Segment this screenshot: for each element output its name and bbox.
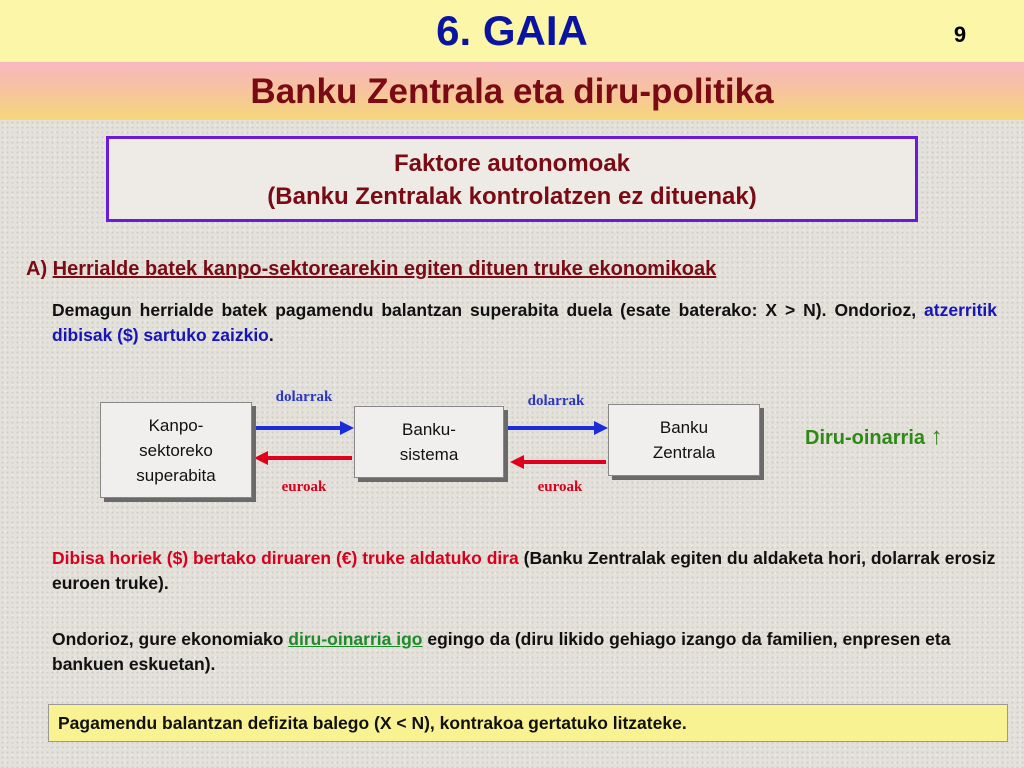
box-banking-line-1: Banku- bbox=[402, 420, 456, 439]
slide-number: 9 bbox=[953, 22, 967, 47]
monetary-base-result bbox=[805, 424, 943, 451]
paragraph-surplus-end: . bbox=[268, 325, 274, 345]
central-bank-box bbox=[608, 404, 760, 476]
paragraph-exchange bbox=[52, 546, 997, 596]
factor-box-title: Faktore autonomoak bbox=[393, 150, 631, 177]
factor-box-subtitle: (Banku Zentralak kontrolatzen ez dituenak) bbox=[267, 183, 757, 210]
page-title: 6. GAIA bbox=[436, 7, 588, 54]
box-central-line-2: Zentrala bbox=[652, 443, 716, 462]
paragraph-consequence-text: Ondorioz, gure ekonomiako bbox=[52, 629, 289, 649]
monetary-base-label: Diru-oinarria bbox=[805, 427, 926, 449]
box-central-line-1: Banku bbox=[659, 418, 709, 437]
dollar-arrowhead-1 bbox=[340, 421, 354, 435]
paragraph-consequence-end: egingo da (diru likido gehiago izango da familien, enpresen eta bankuen eskuetan). bbox=[52, 629, 951, 674]
page-subtitle: Banku Zentrala eta diru-politika bbox=[250, 72, 774, 111]
box-external-line-3: superabita bbox=[136, 465, 216, 485]
paragraph-consequence-highlight: diru-oinarria igo bbox=[288, 629, 423, 649]
euro-arrowhead-2 bbox=[510, 455, 524, 469]
label-euros-1: euroak bbox=[281, 479, 327, 495]
dollar-arrowhead-2 bbox=[594, 421, 608, 435]
deficit-note-text: Pagamendu balantzan defizita balego (X < N), kontrakoa gertatuko litzateke. bbox=[58, 713, 687, 733]
box-external-line-1: Kanpo- bbox=[148, 415, 204, 435]
label-dollars-1: dolarrak bbox=[275, 389, 333, 405]
section-a-title: Herrialde batek kanpo-sektorearekin egiten dituen truke ekonomikoak bbox=[52, 258, 717, 280]
arrow-up-icon: ↑ bbox=[930, 423, 943, 450]
paragraph-surplus-text: Demagun herrialde batek pagamendu balantzan superabita duela (esate baterako: X > N). Ondorioz, bbox=[52, 300, 925, 320]
label-dollars-2: dolarrak bbox=[527, 393, 585, 409]
box-banking-line-2: sistema bbox=[399, 445, 459, 464]
box-external-line-2: sektoreko bbox=[139, 440, 213, 460]
euro-arrowhead-1 bbox=[254, 451, 268, 465]
paragraph-exchange-highlight: Dibisa horiek ($) bertako diruaren (€) truke aldatuko dira bbox=[52, 548, 519, 568]
label-euros-2: euroak bbox=[537, 479, 583, 495]
paragraph-consequence bbox=[52, 627, 997, 677]
external-sector-surplus-box bbox=[100, 402, 252, 498]
banking-system-box bbox=[354, 406, 504, 478]
paragraph-exchange-text: (Banku Zentralak egiten du aldaketa hori, dolarrak erosiz euroen truke). bbox=[52, 548, 996, 593]
paragraph-surplus-highlight: atzerritik dibisak ($) sartuko zaizkio bbox=[52, 300, 997, 345]
section-a-prefix: A) bbox=[26, 258, 48, 280]
